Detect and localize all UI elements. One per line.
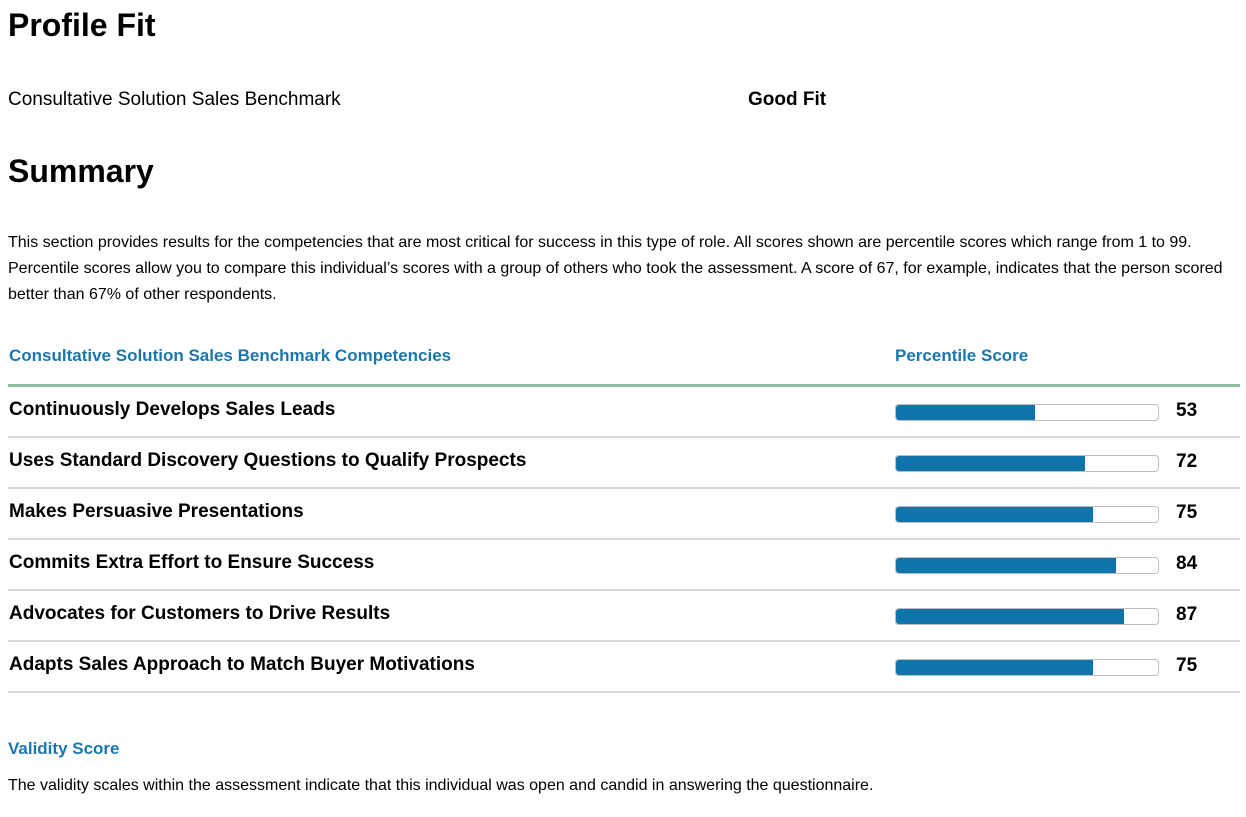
percentile-score: 75	[1176, 655, 1198, 676]
percentile-bar-fill	[896, 456, 1085, 471]
percentile-bar-fill	[896, 660, 1093, 675]
percentile-bar	[895, 506, 1159, 523]
percentile-score: 72	[1176, 451, 1198, 472]
table-row	[8, 489, 1240, 540]
percentile-bar	[895, 404, 1159, 421]
percentile-score: 87	[1176, 604, 1198, 625]
percentile-score: 75	[1176, 502, 1198, 523]
table-row	[8, 438, 1240, 489]
validity-text: The validity scales within the assessment indicate that this individual was open and candid in answering the questionnaire.	[8, 777, 874, 794]
table-row	[8, 591, 1240, 642]
percentile-bar-fill	[896, 405, 1035, 420]
percentile-bar	[895, 557, 1159, 574]
competency-name: Commits Extra Effort to Ensure Success	[9, 552, 375, 573]
percentile-bar-fill	[896, 507, 1093, 522]
percentile-bar-fill	[896, 609, 1124, 624]
summary-description: This section provides results for the competencies that are most critical for success in this type of role. All scores shown are percentile scores which range from 1 to 99. Percentile scores allow you to compare this individual’s scores with a group of others who took the assessment. A score of 67, for example, indicates that the person scored better than 67% of other respondents.	[8, 234, 1223, 303]
table-row	[8, 387, 1240, 438]
competencies-column-header: Consultative Solution Sales Benchmark Competencies	[9, 346, 452, 365]
table-row	[8, 642, 1240, 693]
percentile-bar	[895, 608, 1159, 625]
percentile-bar-fill	[896, 558, 1116, 573]
competency-name: Advocates for Customers to Drive Results	[9, 603, 391, 624]
competency-name: Makes Persuasive Presentations	[9, 501, 304, 522]
percentile-column-header: Percentile Score	[895, 346, 1029, 365]
percentile-score: 84	[1176, 553, 1198, 574]
benchmark-label: Consultative Solution Sales Benchmark	[8, 89, 341, 110]
fit-result: Good Fit	[748, 89, 827, 110]
competency-name: Uses Standard Discovery Questions to Qualify Prospects	[9, 450, 527, 471]
percentile-score: 53	[1176, 400, 1198, 421]
percentile-bar	[895, 659, 1159, 676]
competency-name: Continuously Develops Sales Leads	[9, 399, 336, 420]
percentile-bar	[895, 455, 1159, 472]
summary-title: Summary	[8, 153, 154, 189]
validity-title: Validity Score	[8, 739, 120, 758]
competency-name: Adapts Sales Approach to Match Buyer Motivations	[9, 654, 475, 675]
profile-fit-title: Profile Fit	[8, 7, 156, 43]
table-row	[8, 540, 1240, 591]
